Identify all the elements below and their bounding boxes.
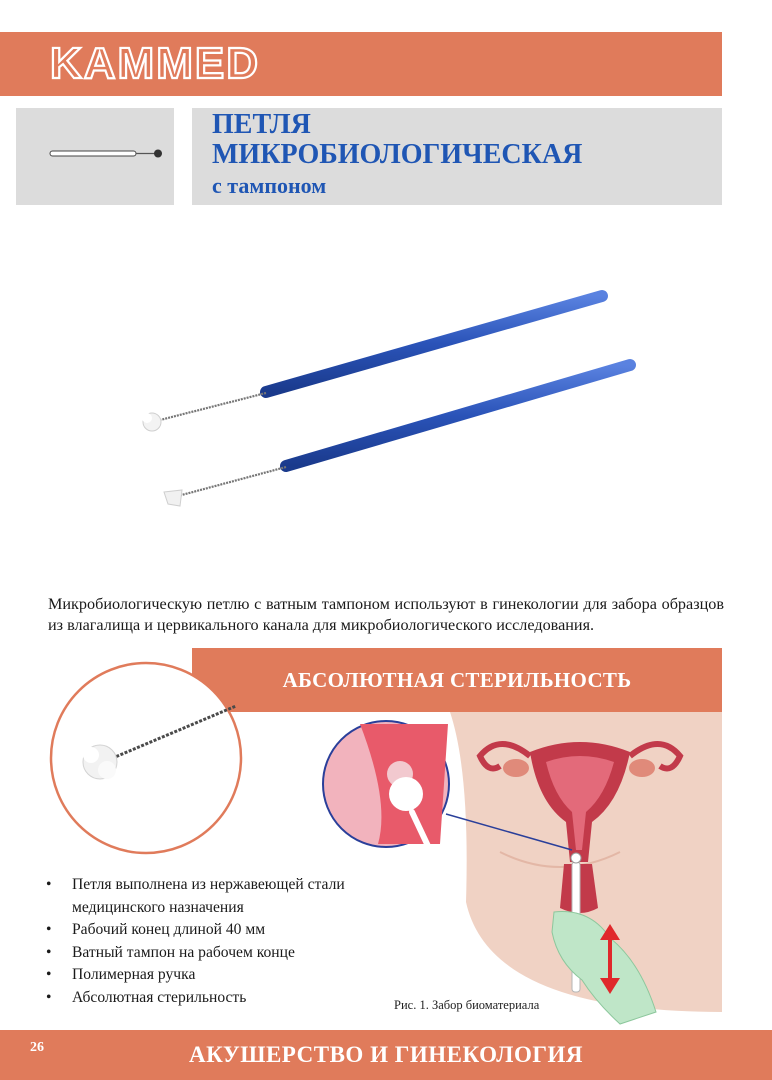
section-title: АБСОЛЮТНАЯ СТЕРИЛЬНОСТЬ: [282, 668, 632, 692]
feature-item: • Петля выполнена из нержавеющей стали медицинского назначения: [46, 874, 362, 919]
loop-lower: [164, 365, 630, 506]
anatomy-illustration: [320, 712, 722, 1028]
page-title-line2: МИКРОБИОЛОГИЧЕСКАЯ: [212, 139, 583, 170]
footer-title: АКУШЕРСТВО И ГИНЕКОЛОГИЯ: [189, 1042, 583, 1067]
feature-item: • Ватный тампон на рабочем конце: [46, 942, 362, 965]
product-photo: [120, 270, 660, 530]
page-title-line1: ПЕТЛЯ: [212, 109, 311, 140]
feature-item: • Рабочий конец длиной 40 мм: [46, 919, 362, 942]
feature-item: • Абсолютная стерильность: [46, 987, 362, 1010]
brand-logo: [46, 40, 326, 86]
product-description: Микробиологическую петлю с ватным тампоном используют в гинекологии для забора образцов из влагалища и цервикального канала для микробиологического исследования.: [48, 595, 724, 634]
feature-item: • Полимерная ручка: [46, 964, 362, 987]
loop-thumbnail-icon: [16, 108, 174, 205]
feature-list: [46, 874, 362, 1009]
loop-upper: [142, 296, 602, 431]
page-number: 26: [30, 1040, 44, 1055]
figure-caption: Рис. 1. Забор биоматериала: [394, 998, 540, 1012]
product-thumbnail-panel: [16, 108, 174, 205]
swab-zoom-circle: [48, 660, 244, 856]
logo-text: KAMMED: [50, 40, 260, 86]
page-subtitle: с тампоном: [212, 173, 327, 198]
